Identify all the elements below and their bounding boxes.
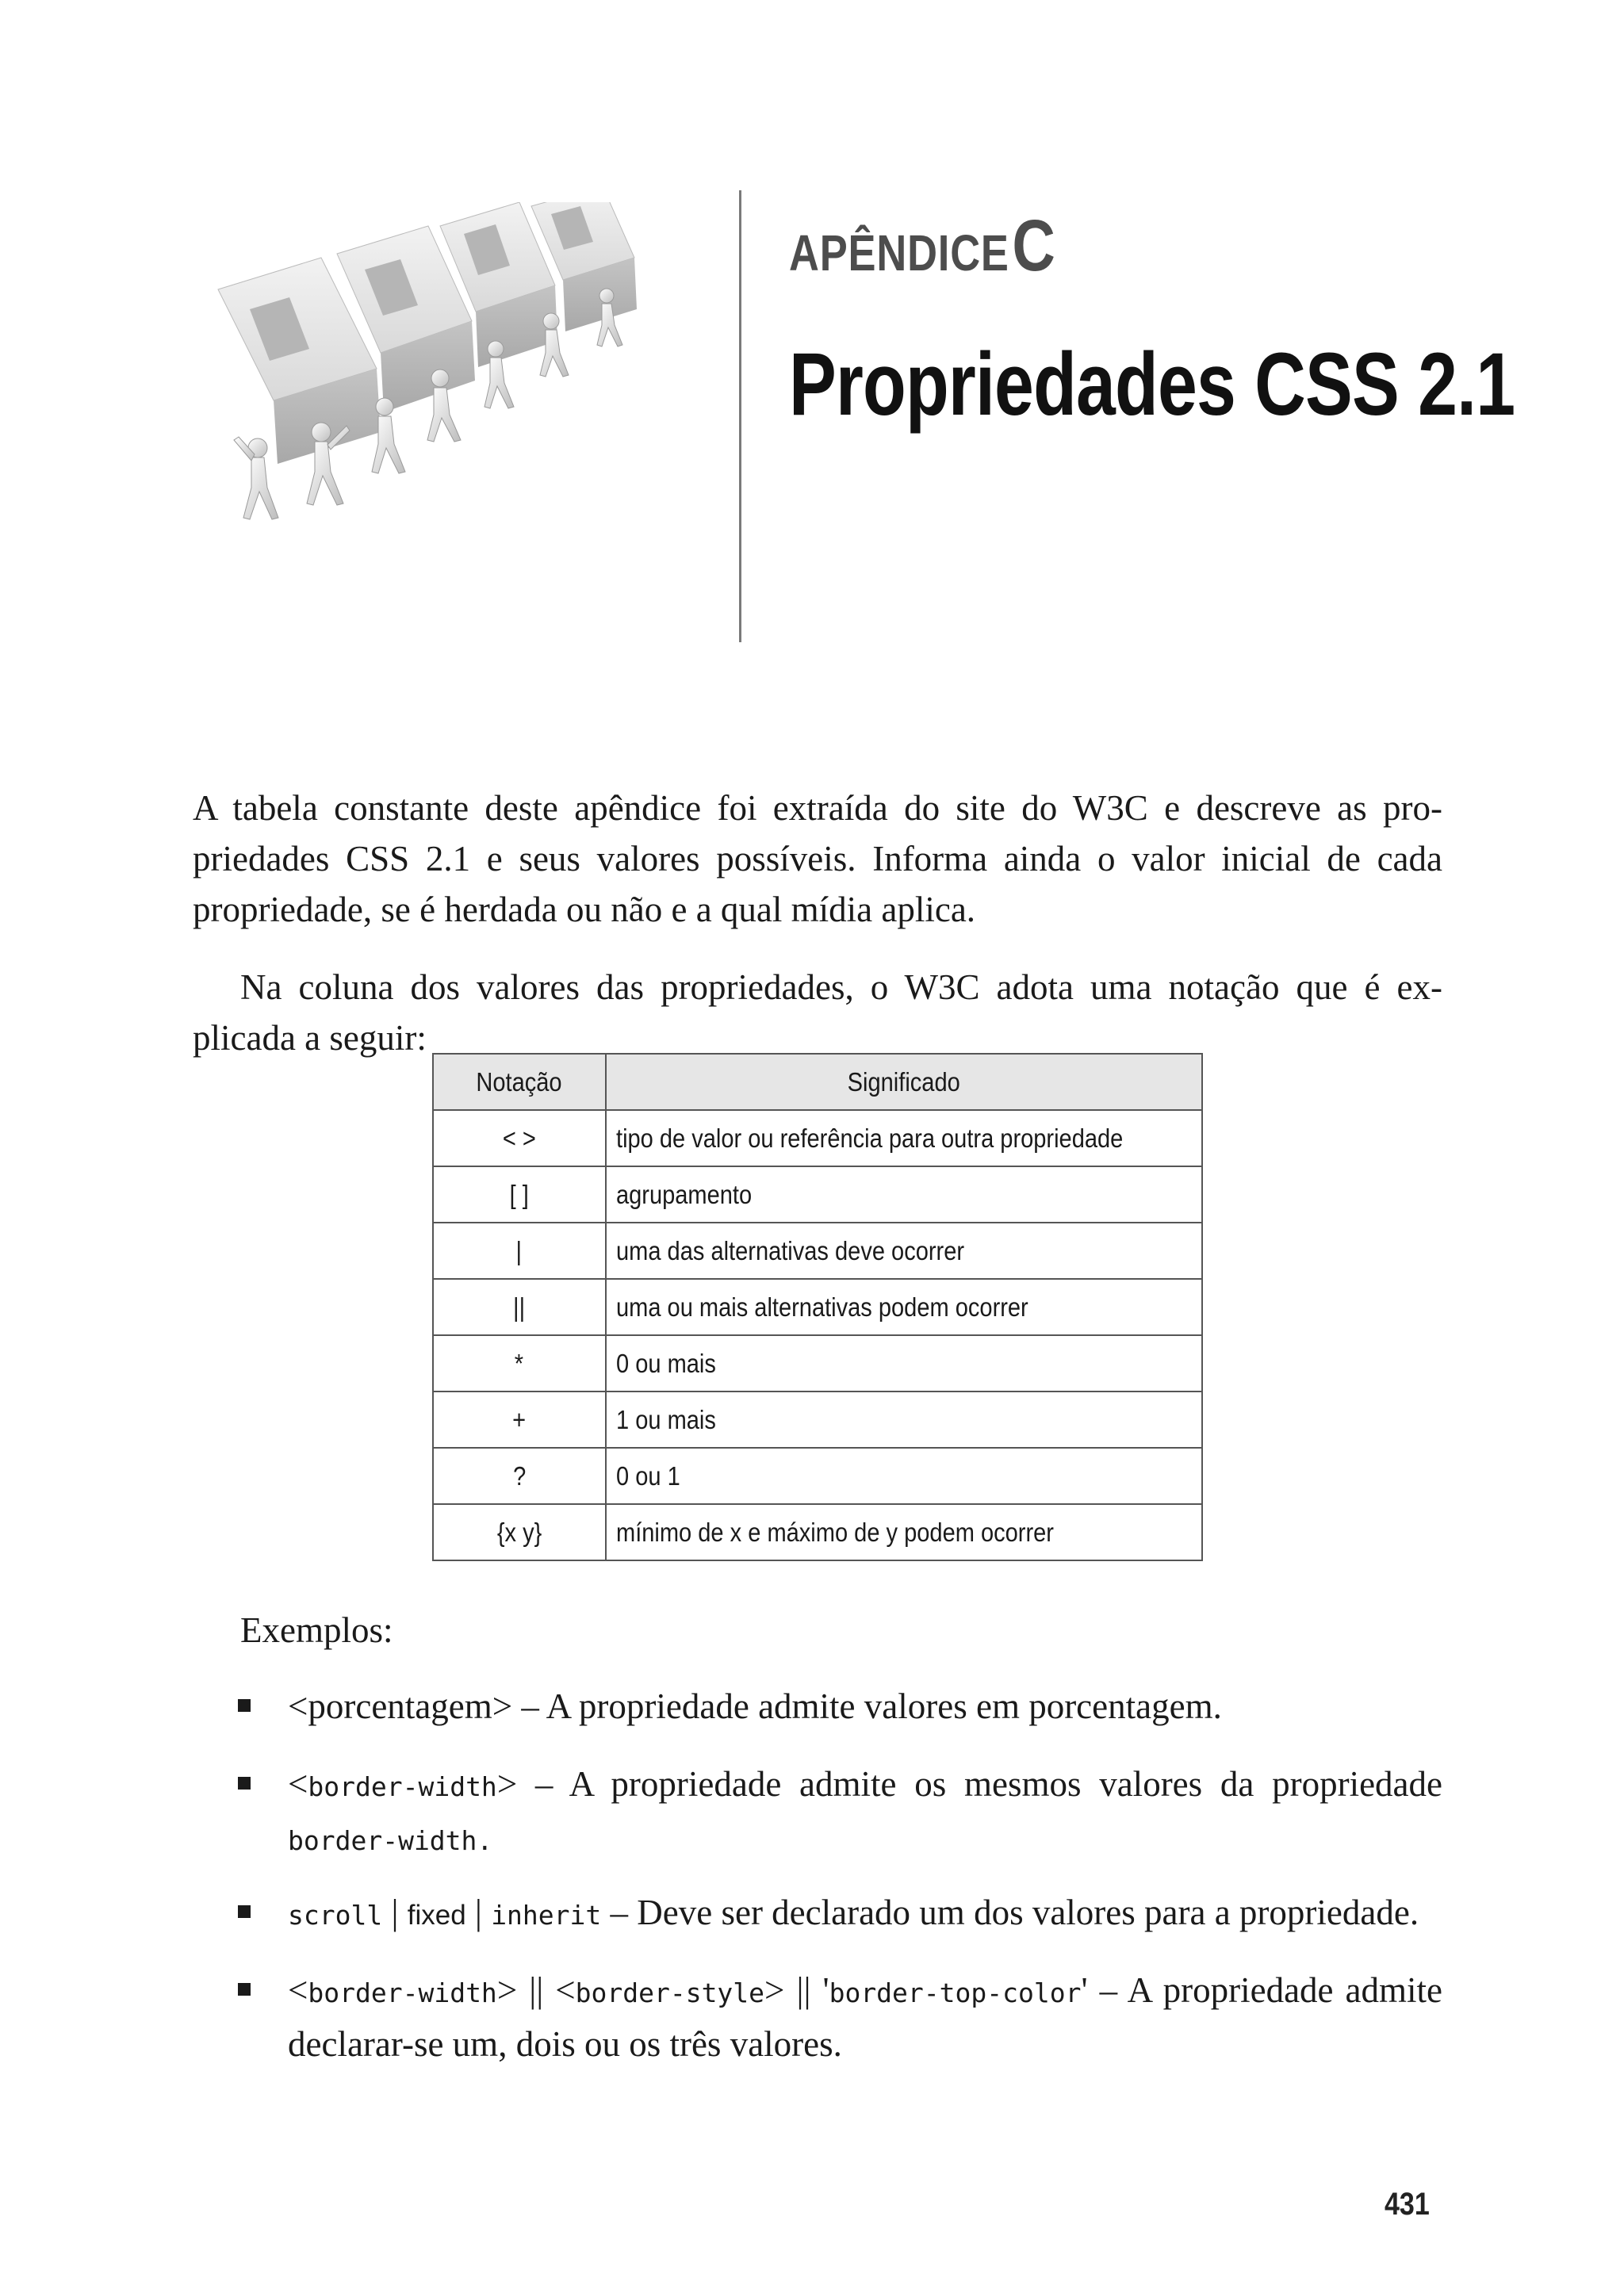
table-row bbox=[433, 1110, 1202, 1166]
header-notation: Notação bbox=[433, 1054, 606, 1110]
example-code: fixed bbox=[407, 1900, 466, 1931]
notation-cell: || bbox=[433, 1279, 606, 1335]
separator: | bbox=[465, 1893, 492, 1932]
square-bullet-icon bbox=[238, 1777, 251, 1790]
example-code: inherit bbox=[491, 1900, 602, 1931]
notation-cell: ? bbox=[433, 1448, 606, 1504]
www-illustration bbox=[202, 202, 718, 535]
notation-cell: < > bbox=[433, 1110, 606, 1166]
notation-table bbox=[432, 1053, 1203, 1561]
table-row bbox=[433, 1279, 1202, 1335]
meaning-cell: agrupamento bbox=[606, 1166, 1202, 1223]
notation-cell: * bbox=[433, 1335, 606, 1391]
code-open-bracket: < bbox=[288, 1764, 308, 1804]
square-bullet-icon bbox=[238, 1905, 251, 1918]
appendix-word: APÊNDICE bbox=[789, 224, 1009, 281]
notation-cell: | bbox=[433, 1223, 606, 1279]
intro-paragraph-1: A tabela constante deste apêndice foi extraída do site do W3C e descreve as pro-priedades CSS 2.1 e seus valores possíveis. Informa ainda o valor inicial de cada propriedade, se é herdada ou não e a qual mídia aplica. bbox=[193, 788, 1442, 929]
separator: || bbox=[784, 1970, 823, 2010]
meaning-cell: uma ou mais alternativas podem ocorrer bbox=[606, 1279, 1202, 1335]
meaning-cell: tipo de valor ou referência para outra propriedade bbox=[606, 1110, 1202, 1166]
table-row bbox=[433, 1448, 1202, 1504]
table-row bbox=[433, 1166, 1202, 1223]
example-code-tail: border-width. bbox=[288, 1825, 493, 1856]
example-text: – A propriedade admite os mesmos valores da propriedade bbox=[517, 1764, 1442, 1804]
meaning-cell: mínimo de x e máximo de y podem ocorrer bbox=[606, 1504, 1202, 1560]
example-item: <border-width> || <border-style> || 'border-top-color' – A propriedade admite declarar-se um, dois ou os três valores. bbox=[288, 1970, 1442, 2064]
notation-cell: {x y} bbox=[433, 1504, 606, 1560]
header-divider bbox=[739, 190, 741, 642]
example-text: – A propriedade admite declarar-se um, dois ou os três valores. bbox=[288, 1970, 1442, 2064]
page-number: 431 bbox=[1385, 2187, 1430, 2222]
appendix-letter: C bbox=[1012, 205, 1055, 286]
example-code: border-width bbox=[308, 1771, 497, 1802]
table-row bbox=[433, 1504, 1202, 1560]
chapter-title: Propriedades CSS 2.1 bbox=[789, 335, 1515, 434]
notation-cell: + bbox=[433, 1391, 606, 1448]
table-row bbox=[433, 1223, 1202, 1279]
square-bullet-icon bbox=[238, 1983, 251, 1996]
example-code: border-top-color bbox=[829, 1977, 1082, 2008]
examples-heading: Exemplos: bbox=[240, 1610, 393, 1650]
example-text: – A propriedade admite valores em porcentagem. bbox=[512, 1686, 1222, 1726]
table-row bbox=[433, 1335, 1202, 1391]
header-meaning: Significado bbox=[606, 1054, 1202, 1110]
separator: | bbox=[382, 1893, 408, 1932]
example-item bbox=[288, 1681, 1442, 1732]
meaning-cell: 0 ou mais bbox=[606, 1335, 1202, 1391]
example-text: – Deve ser declarado um dos valores para a propriedade. bbox=[601, 1893, 1419, 1932]
table-header-row bbox=[433, 1054, 1202, 1110]
example-code: <porcentagem> bbox=[288, 1686, 513, 1726]
example-item bbox=[288, 1887, 1442, 1941]
notation-cell: [ ] bbox=[433, 1166, 606, 1223]
appendix-label bbox=[789, 205, 1055, 288]
square-bullet-icon bbox=[238, 1699, 251, 1712]
intro-paragraph-2: Na coluna dos valores das propriedades, o W3C adota uma notação que é ex-plicada a seguir: bbox=[193, 967, 1442, 1058]
meaning-cell: uma das alternativas deve ocorrer bbox=[606, 1223, 1202, 1279]
separator: || bbox=[517, 1970, 556, 2010]
meaning-cell: 0 ou 1 bbox=[606, 1448, 1202, 1504]
example-code: border-style bbox=[575, 1977, 765, 2008]
example-item bbox=[288, 1759, 1442, 1866]
example-code: border-width bbox=[308, 1977, 497, 2008]
table-row bbox=[433, 1391, 1202, 1448]
code-close-bracket: > bbox=[496, 1764, 518, 1804]
example-code: scroll bbox=[288, 1900, 383, 1931]
meaning-cell: 1 ou mais bbox=[606, 1391, 1202, 1448]
